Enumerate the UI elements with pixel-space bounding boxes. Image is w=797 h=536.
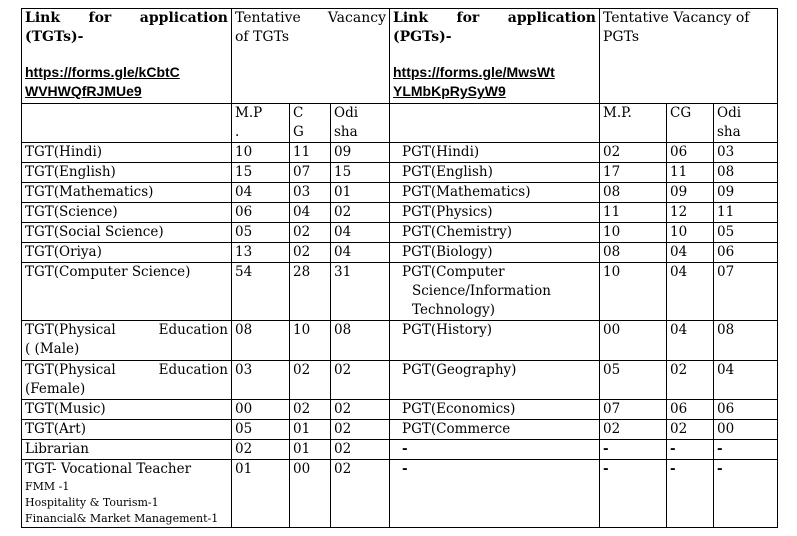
tgt-post-name: TGT(Mathematics) bbox=[22, 183, 232, 203]
pgt-vacancy-value: 10 bbox=[600, 223, 667, 243]
blank-cell bbox=[22, 104, 232, 143]
pgt-post-name: PGT(Commerce bbox=[390, 420, 600, 440]
table-row bbox=[22, 361, 778, 400]
pgt-vacancy-header: Tentative Vacancy of PGTs bbox=[600, 9, 778, 104]
pgt-vacancy-value: 12 bbox=[667, 203, 714, 223]
tgt-link-word3: application bbox=[139, 10, 228, 26]
pgt-vacancy-value: 03 bbox=[714, 143, 778, 163]
table-row bbox=[22, 203, 778, 223]
pgt-vacancy-value: 04 bbox=[714, 361, 778, 400]
pgt-vacancy-value: 17 bbox=[600, 163, 667, 183]
pgt-vacancy-value: 10 bbox=[600, 263, 667, 321]
pgt-post-name: PGT(English) bbox=[390, 163, 600, 183]
pgt-vacancy-value: 04 bbox=[667, 263, 714, 321]
col-pgt-cg: CG bbox=[667, 104, 714, 143]
tgt-vacancy-value: 15 bbox=[232, 163, 290, 183]
pgt-vacancy-value: 11 bbox=[667, 163, 714, 183]
pgt-post-name: PGT(Computer Science/Information Technology) bbox=[390, 263, 600, 321]
pgt-application-link[interactable]: https://forms.gle/MwsWt YLMbKpRySyW9 bbox=[393, 64, 555, 99]
pgt-post-name: PGT(Economics) bbox=[390, 400, 600, 420]
pgt-post-name: PGT(Hindi) bbox=[390, 143, 600, 163]
pgt-vacancy-value: 08 bbox=[714, 321, 778, 361]
tgt-vacancy-value: 28 bbox=[290, 263, 331, 321]
table-row bbox=[22, 243, 778, 263]
pgt-vacancy-value: 08 bbox=[600, 183, 667, 203]
header-row bbox=[22, 9, 778, 104]
pgt-vacancy-value: - bbox=[667, 460, 714, 528]
tgt-vacancy-value: 02 bbox=[232, 440, 290, 460]
tgt-vacancy-value: 01 bbox=[232, 460, 290, 528]
tgt-vacancy-value: 01 bbox=[331, 183, 390, 203]
table-row bbox=[22, 223, 778, 243]
pgt-post-name: - bbox=[390, 460, 600, 528]
tgt-vacancy-value: 03 bbox=[290, 183, 331, 203]
tgt-post-name: TGT(English) bbox=[22, 163, 232, 183]
pgt-vacancy-value: 09 bbox=[667, 183, 714, 203]
pgt-vacancy-value: 06 bbox=[714, 243, 778, 263]
tgt-vacancy-value: 00 bbox=[290, 460, 331, 528]
tgt-vacancy-value: 00 bbox=[232, 400, 290, 420]
tgt-vacancy-value: 02 bbox=[290, 223, 331, 243]
table-row bbox=[22, 163, 778, 183]
tgt-post-name: TGT(Physical Education (Female) bbox=[22, 361, 232, 400]
tgt-vacancy-value: 02 bbox=[331, 400, 390, 420]
tgt-post-name: TGT(Science) bbox=[22, 203, 232, 223]
tgt-vacancy-value: 04 bbox=[331, 243, 390, 263]
tgt-link-word1: Link bbox=[25, 10, 61, 26]
pgt-vacancy-value: 06 bbox=[667, 400, 714, 420]
pgt-vacancy-value: 04 bbox=[667, 243, 714, 263]
tgt-post-name: TGT- Vocational Teacher FMM -1 Hospitality & Tourism-1 Financial& Market Management-1 bbox=[22, 460, 232, 528]
tgt-vacancy-value: 08 bbox=[331, 321, 390, 361]
tgt-vacancy-value: 54 bbox=[232, 263, 290, 321]
table-row bbox=[22, 400, 778, 420]
tgt-vacancy-value: 05 bbox=[232, 223, 290, 243]
col-tgt-odisha: Odi sha bbox=[331, 104, 390, 143]
table-row bbox=[22, 143, 778, 163]
tgt-post-name: TGT(Art) bbox=[22, 420, 232, 440]
pgt-vacancy-value: 05 bbox=[600, 361, 667, 400]
tgt-link-word2: for bbox=[88, 10, 112, 26]
tgt-vacancy-header: Tentative Vacancy of TGTs bbox=[232, 9, 390, 104]
tgt-link-cell bbox=[22, 9, 232, 104]
pgt-vacancy-value: 11 bbox=[600, 203, 667, 223]
tgt-vacancy-value: 02 bbox=[290, 400, 331, 420]
tgt-vacancy-value: 02 bbox=[331, 440, 390, 460]
tgt-application-link[interactable]: https://forms.gle/kCbtC WVHWQfRJMUe9 bbox=[25, 64, 180, 99]
tgt-vacancy-value: 02 bbox=[331, 361, 390, 400]
pgt-post-name: PGT(Chemistry) bbox=[390, 223, 600, 243]
pgt-vacancy-value: 07 bbox=[600, 400, 667, 420]
tgt-vacancy-value: 04 bbox=[331, 223, 390, 243]
tgt-vacancy-value: 07 bbox=[290, 163, 331, 183]
tgt-post-name: TGT(Computer Science) bbox=[22, 263, 232, 321]
tgt-post-name: TGT(Hindi) bbox=[22, 143, 232, 163]
pgt-vacancy-value: 02 bbox=[667, 361, 714, 400]
table-row bbox=[22, 460, 778, 528]
pgt-vacancy-value: 00 bbox=[714, 420, 778, 440]
tgt-vacancy-value: 02 bbox=[290, 361, 331, 400]
tgt-post-name: TGT(Music) bbox=[22, 400, 232, 420]
col-pgt-odisha: Odi sha bbox=[714, 104, 778, 143]
pgt-link-label: (PGTs)- bbox=[393, 29, 452, 45]
tgt-vacancy-value: 02 bbox=[331, 460, 390, 528]
tgt-vacancy-value: 04 bbox=[290, 203, 331, 223]
col-tgt-cg: C G bbox=[290, 104, 331, 143]
pgt-link-cell bbox=[390, 9, 600, 104]
pgt-vacancy-value: - bbox=[600, 440, 667, 460]
tgt-post-name: Librarian bbox=[22, 440, 232, 460]
tgt-vacancy-value: 09 bbox=[331, 143, 390, 163]
tgt-vacancy-value: 06 bbox=[232, 203, 290, 223]
tgt-post-name: TGT(Social Science) bbox=[22, 223, 232, 243]
tgt-vacancy-value: 05 bbox=[232, 420, 290, 440]
pgt-vacancy-value: 02 bbox=[600, 420, 667, 440]
tgt-vacancy-value: 02 bbox=[290, 243, 331, 263]
tgt-vacancy-value: 08 bbox=[232, 321, 290, 361]
tgt-vacancy-value: 02 bbox=[331, 420, 390, 440]
col-pgt-mp: M.P. bbox=[600, 104, 667, 143]
tgt-post-name: TGT(Oriya) bbox=[22, 243, 232, 263]
table-row bbox=[22, 420, 778, 440]
tgt-post-name: TGT(Physical Education ( (Male) bbox=[22, 321, 232, 361]
pgt-vacancy-value: 04 bbox=[667, 321, 714, 361]
pgt-vacancy-value: 11 bbox=[714, 203, 778, 223]
pgt-link-word1: Link bbox=[393, 10, 429, 26]
table-row bbox=[22, 440, 778, 460]
tgt-vacancy-value: 02 bbox=[331, 203, 390, 223]
pgt-vacancy-value: 00 bbox=[600, 321, 667, 361]
pgt-vacancy-value: - bbox=[600, 460, 667, 528]
tgt-vacancy-value: 11 bbox=[290, 143, 331, 163]
pgt-post-name: PGT(Biology) bbox=[390, 243, 600, 263]
pgt-post-name: PGT(History) bbox=[390, 321, 600, 361]
pgt-post-name: PGT(Mathematics) bbox=[390, 183, 600, 203]
tgt-vacancy-value: 03 bbox=[232, 361, 290, 400]
pgt-vacancy-value: 08 bbox=[714, 163, 778, 183]
tgt-vacancy-value: 10 bbox=[232, 143, 290, 163]
tgt-vacancy-value: 15 bbox=[331, 163, 390, 183]
pgt-vacancy-value: - bbox=[714, 440, 778, 460]
pgt-vacancy-value: 07 bbox=[714, 263, 778, 321]
pgt-vacancy-value: 06 bbox=[714, 400, 778, 420]
tgt-vacancy-value: 13 bbox=[232, 243, 290, 263]
pgt-vacancy-value: 10 bbox=[667, 223, 714, 243]
pgt-vacancy-value: 06 bbox=[667, 143, 714, 163]
pgt-link-word3: application bbox=[507, 10, 596, 26]
table-row bbox=[22, 183, 778, 203]
tgt-vacancy-value: 01 bbox=[290, 420, 331, 440]
tgt-vacancy-value: 10 bbox=[290, 321, 331, 361]
blank-cell bbox=[390, 104, 600, 143]
column-header-row bbox=[22, 104, 778, 143]
vacancy-table bbox=[21, 8, 778, 528]
pgt-vacancy-value: - bbox=[667, 440, 714, 460]
pgt-post-name: - bbox=[390, 440, 600, 460]
pgt-vacancy-value: 09 bbox=[714, 183, 778, 203]
pgt-vacancy-value: 02 bbox=[667, 420, 714, 440]
pgt-link-word2: for bbox=[456, 10, 480, 26]
pgt-vacancy-value: 05 bbox=[714, 223, 778, 243]
tgt-vacancy-value: 04 bbox=[232, 183, 290, 203]
pgt-vacancy-value: - bbox=[714, 460, 778, 528]
table-row bbox=[22, 321, 778, 361]
tgt-vacancy-value: 31 bbox=[331, 263, 390, 321]
tgt-link-label: (TGTs)- bbox=[25, 29, 84, 45]
tgt-vacancy-value: 01 bbox=[290, 440, 331, 460]
table-row bbox=[22, 263, 778, 321]
pgt-post-name: PGT(Physics) bbox=[390, 203, 600, 223]
col-tgt-mp: M.P . bbox=[232, 104, 290, 143]
pgt-vacancy-value: 08 bbox=[600, 243, 667, 263]
pgt-post-name: PGT(Geography) bbox=[390, 361, 600, 400]
pgt-vacancy-value: 02 bbox=[600, 143, 667, 163]
